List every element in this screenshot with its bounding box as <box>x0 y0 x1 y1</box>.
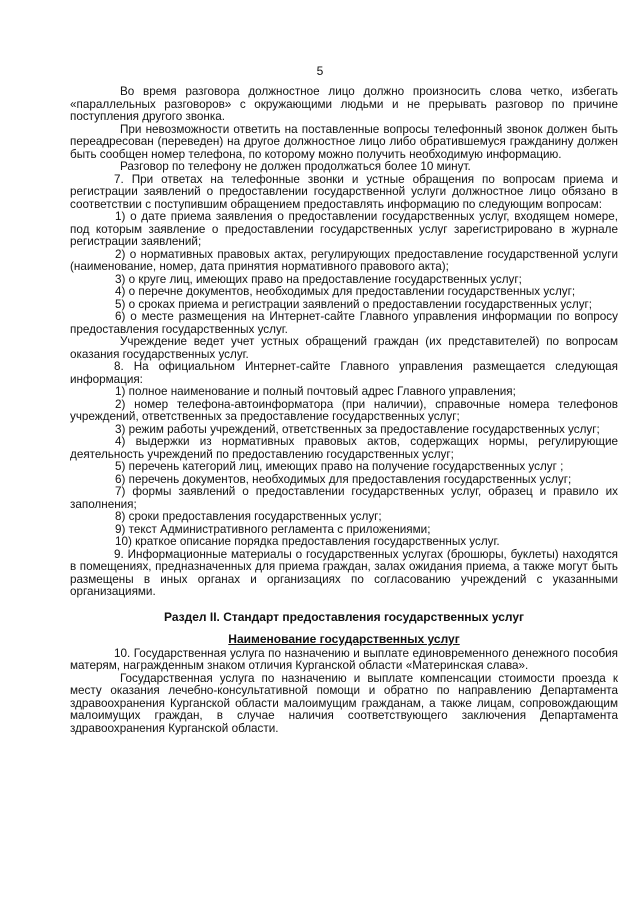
paragraph-phone-duration: Разговор по телефону не должен продолжаться более 10 минут. <box>120 160 471 173</box>
list-item: 1) о дате приема заявления о предоставлении государственных услуг, входящем номере, под которым заявление о предоставлении государственных услуг зарегистрировано в журнале регистрации заявлений; <box>70 210 618 248</box>
list-item: 2) о нормативных правовых актах, регулирующих предоставление государственной услуги (наименование, номер, дата принятия нормативного правового акта); <box>70 247 618 273</box>
list-item: 4) выдержки из нормативных правовых актов, содержащих нормы, регулирующие деятельность учреждений по предоставлению государственных услуг; <box>70 435 618 461</box>
list-item: 3) о круге лиц, имеющих право на предоставление государственных услуг; <box>115 272 522 286</box>
list-item: 9) текст Административного регламента с приложениями; <box>115 522 431 536</box>
list-item: 3) режим работы учреждений, ответственных за предоставление государственных услуг; <box>115 422 600 436</box>
document-body <box>70 86 618 735</box>
list-item: 6) о месте размещения на Интернет-сайте Главного управления информации по вопросу предоставления государственных услуг. <box>70 310 618 336</box>
list-item: 7) формы заявлений о предоставлении государственных услуг, образец и правило их заполнения; <box>70 485 618 511</box>
list-item: 1) полное наименование и полный почтовый адрес Главного управления; <box>115 385 516 398</box>
section-heading: Раздел II. Стандарт предоставления государственных услуг <box>164 609 524 624</box>
list-item: 5) перечень категорий лиц, имеющих право на получение государственных услуг ; <box>115 460 564 473</box>
list-item: 8) сроки предоставления государственных услуг; <box>115 510 382 523</box>
paragraph-clause-8: 8. На официальном Интернет-сайте Главного управления размещается следующая информация: <box>70 360 618 386</box>
paragraph-travel-compensation: Государственная услуга по назначению и выплате компенсации стоимости проезда к месту оказания лечебно-консультативной помощи и обратно по направлению Департамента здравоохранения Курганской области малоимущим гражданам, а также лицам, сопровождающим малоимущих граждан, в случае наличия соответствующего заключения Департамента здравоохранения Курганской области. <box>70 671 618 735</box>
list-item: 4) о перечне документов, необходимых для предоставлении государственных услуг; <box>115 285 576 298</box>
page-number: 5 <box>316 64 324 78</box>
list-item: 2) номер телефона-автоинформатора (при наличии), справочные номера телефонов учреждений, ответственных за предоставление государственных услуг; <box>70 397 618 423</box>
list-item: 10) краткое описание порядка предоставления государственных услуг. <box>115 535 500 548</box>
paragraph-phone-conversation: Во время разговора должностное лицо должно произносить слова четко, избегать «параллельных разговоров» с окружающими людьми и не прерывать разговор по причине поступления другого звонка. <box>70 85 618 123</box>
paragraph-phone-redirect: При невозможности ответить на поставленные вопросы телефонный звонок должен быть переадресован (переведен) на другое должностное лицо либо обратившемуся гражданину должен быть сообщен номер телефона, по которому можно получить необходимую информацию. <box>70 122 618 161</box>
paragraph-clause-9: 9. Информационные материалы о государственных услугах (брошюры, буклеты) находятся в помещениях, предназначенных для приема граждан, залах ожидания приема, а также могут быть размещены в иных органах и организациях по согласованию учреждений с указанными организациями. <box>70 547 618 598</box>
subsection-heading: Наименование государственных услуг <box>228 632 460 646</box>
paragraph-clause-7: 7. При ответах на телефонные звонки и устные обращения по вопросам приема и регистрации заявлений о предоставлении государственной услуги должностное лицо обязано в соответствии с поступившим обращением предоставлять информацию по следующим вопросам: <box>70 172 618 211</box>
list-item: 5) о сроках приема и регистрации заявлений о предоставлении государственных услуг; <box>115 297 593 311</box>
list-item: 6) перечень документов, необходимых для предоставления государственных услуг; <box>115 472 572 486</box>
paragraph-clause-10: 10. Государственная услуга по назначению и выплате единовременного денежного пособия матерям, награжденным знаком отличия Курганской области «Материнская слава». <box>70 646 618 672</box>
paragraph-oral-requests: Учреждение ведет учет устных обращений граждан (их представителей) по вопросам оказания государственных услуг. <box>70 335 618 361</box>
